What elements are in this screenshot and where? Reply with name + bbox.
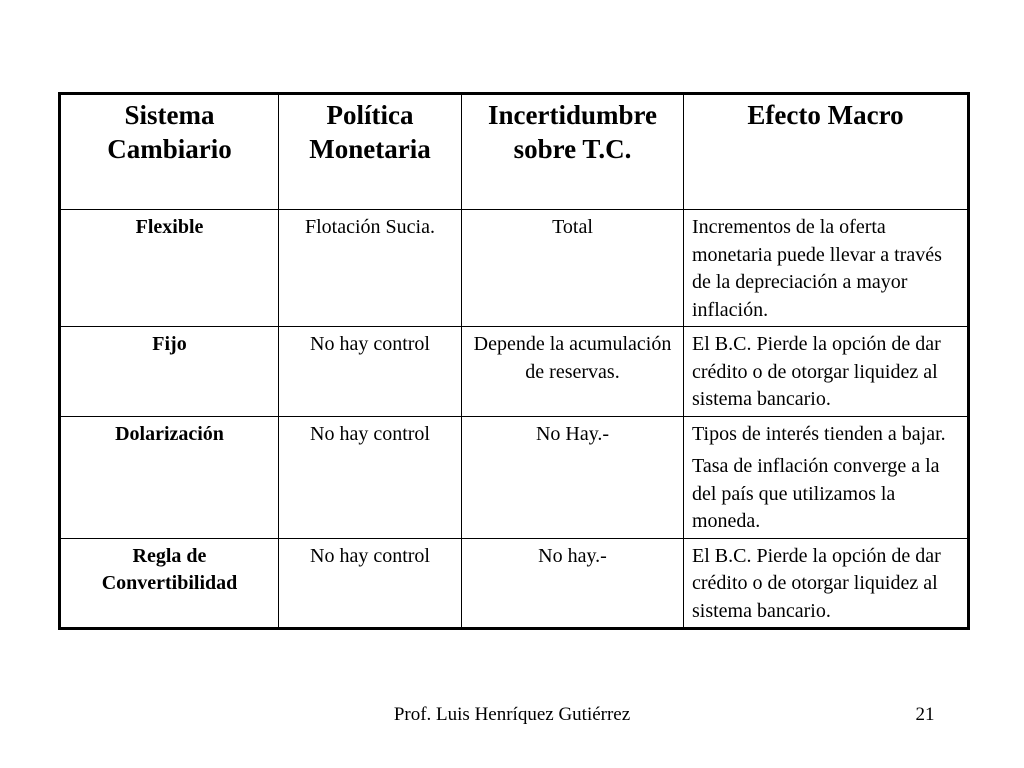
cell-incertidumbre: No Hay.- xyxy=(462,416,684,538)
slide-footer xyxy=(0,704,1024,734)
footer-author: Prof. Luis Henríquez Gutiérrez xyxy=(393,704,631,725)
efecto-paragraph: Incrementos de la oferta monetaria puede llevar a través de la depreciación a mayor inflación. xyxy=(692,216,942,321)
cell-politica: No hay control xyxy=(279,416,462,538)
header-line: sobre T.C. xyxy=(513,134,632,164)
page-number: 21 xyxy=(915,704,935,725)
efecto-paragraph: Tasa de inflación converge a la del país que utilizamos la moneda. xyxy=(692,455,940,532)
header-line: Monetaria xyxy=(309,134,431,164)
cell-politica: Flotación Sucia. xyxy=(279,210,462,327)
cell-incertidumbre: Depende la acumulación de reservas. xyxy=(462,327,684,417)
table-row xyxy=(60,327,969,417)
cell-politica: No hay control xyxy=(279,327,462,417)
header-politica-monetaria xyxy=(279,94,462,210)
header-line: Cambiario xyxy=(107,134,232,164)
header-line: Efecto Macro xyxy=(747,100,904,130)
header-line: Sistema xyxy=(124,100,215,130)
efecto-paragraph: El B.C. Pierde la opción de dar crédito o de otorgar liquidez al sistema bancario. xyxy=(692,333,941,410)
cell-efecto xyxy=(684,327,969,417)
cell-efecto xyxy=(684,538,969,629)
cell-incertidumbre: Total xyxy=(462,210,684,327)
cell-efecto xyxy=(684,416,969,538)
cell-sistema: Dolarización xyxy=(60,416,279,538)
cell-sistema: Flexible xyxy=(60,210,279,327)
header-incertidumbre xyxy=(462,94,684,210)
header-line: Incertidumbre xyxy=(488,100,657,130)
exchange-regime-table xyxy=(58,92,970,630)
cell-efecto xyxy=(684,210,969,327)
cell-sistema: Fijo xyxy=(60,327,279,417)
efecto-paragraph: Tipos de interés tienden a bajar. xyxy=(692,422,946,445)
table-row xyxy=(60,210,969,327)
header-line: Política xyxy=(326,100,414,130)
table-row xyxy=(60,538,969,629)
header-efecto-macro xyxy=(684,94,969,210)
efecto-paragraph: El B.C. Pierde la opción de dar crédito o de otorgar liquidez al sistema bancario. xyxy=(692,544,941,622)
table-row xyxy=(60,416,969,538)
cell-sistema: Regla de Convertibilidad xyxy=(60,538,279,629)
cell-incertidumbre: No hay.- xyxy=(462,538,684,629)
header-sistema-cambiario xyxy=(60,94,279,210)
cell-politica: No hay control xyxy=(279,538,462,629)
header-row xyxy=(60,94,969,210)
